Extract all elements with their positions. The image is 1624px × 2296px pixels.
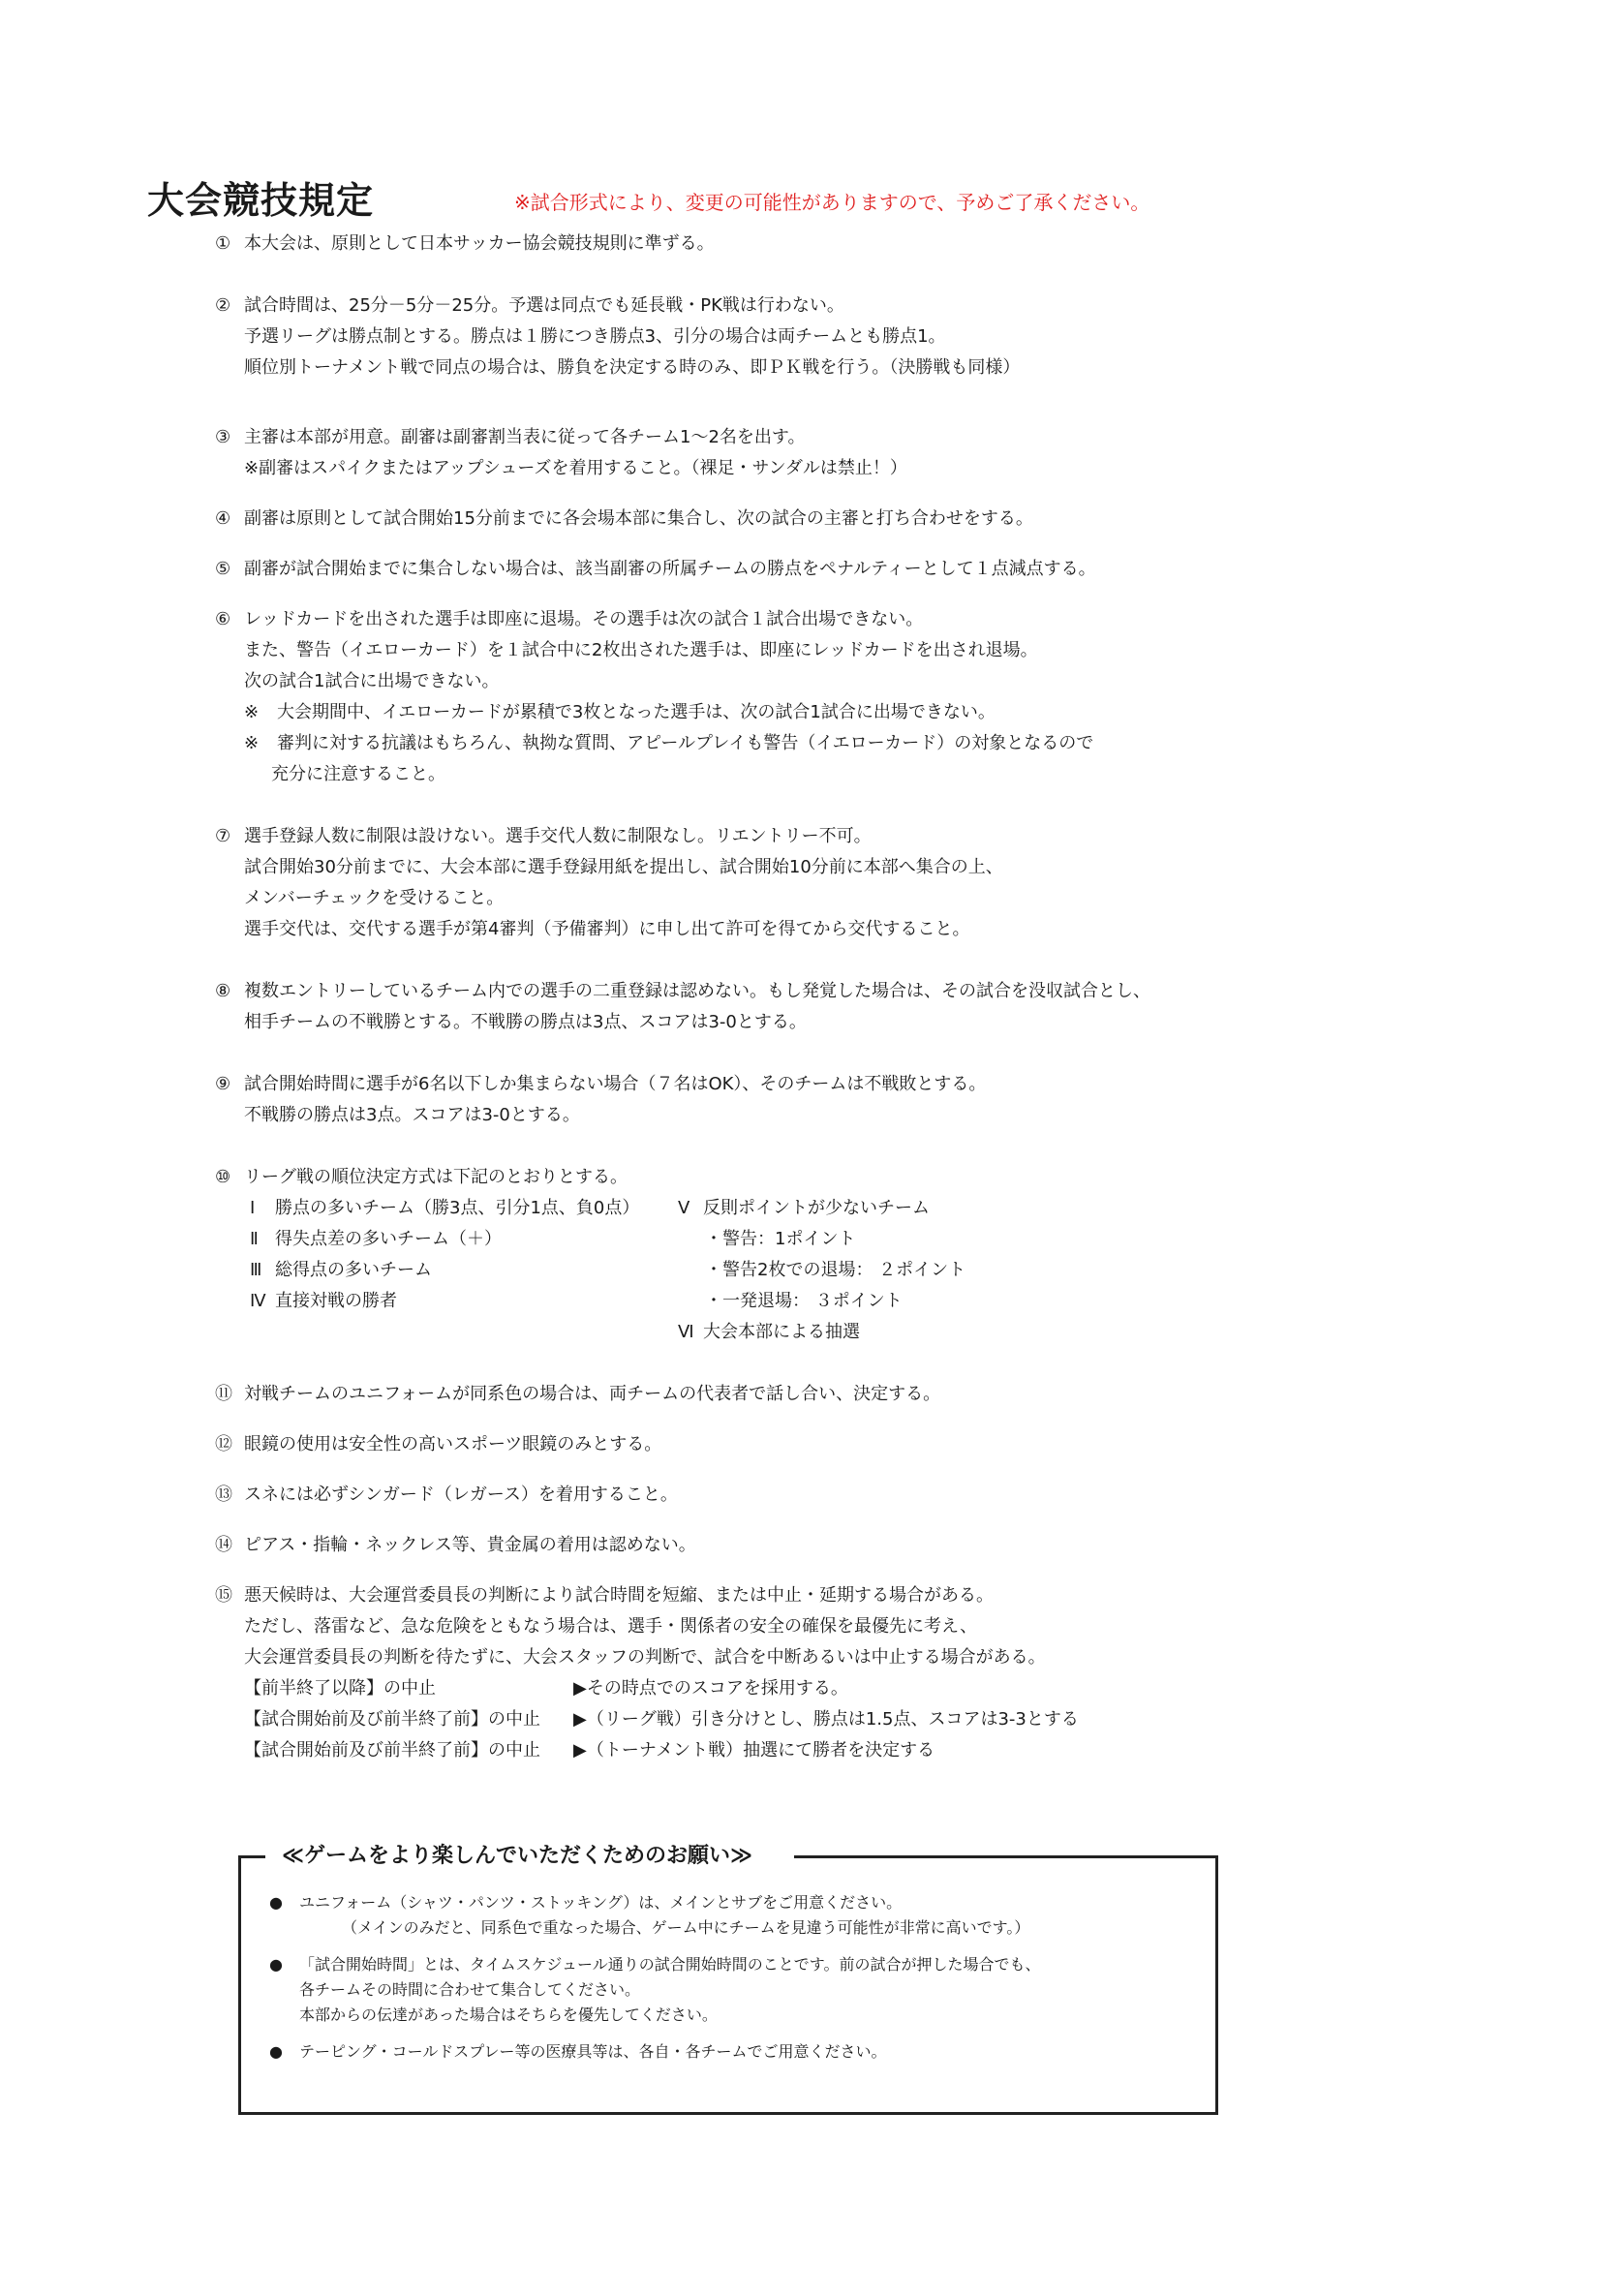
criteria-right xyxy=(678,1193,1162,1348)
rule-text: 副審が試合開始までに集合しない場合は、該当副審の所属チームの勝点をペナルティーとして１点減点する。 xyxy=(244,559,1096,579)
weather-action: ▶（トーナメント戦）抽選にて勝者を決定する xyxy=(573,1740,935,1760)
request-text: ユニフォーム（シャツ・パンツ・ストッキング）は、メインとサブをご用意ください。 xyxy=(299,1893,903,1912)
rule-number: ⑬ xyxy=(215,1485,232,1505)
criteria-numeral: Ⅵ xyxy=(678,1322,694,1342)
rule-14 xyxy=(215,1530,1513,1561)
weather-case: 【試合開始前及び前半終了前】の中止 xyxy=(244,1709,540,1730)
rule-text: 本大会は、原則として日本サッカー協会競技規則に準ずる。 xyxy=(244,233,715,254)
rule-text: 試合開始30分前までに、大会本部に選手登録用紙を提出し、試合開始10分前に本部へ集合の上、 xyxy=(244,857,1003,877)
weather-case: 【試合開始前及び前半終了前】の中止 xyxy=(244,1740,540,1760)
criteria-left xyxy=(215,1193,678,1348)
rules-list xyxy=(215,229,1513,1766)
criteria-numeral: Ⅴ xyxy=(678,1198,690,1218)
rule-1 xyxy=(215,229,1513,260)
rule-3 xyxy=(215,422,1513,484)
criteria-text: 勝点の多いチーム（勝3点、引分1点、負0点） xyxy=(275,1198,640,1218)
rule-text: 選手登録人数に制限は設けない。選手交代人数に制限なし。リエントリー不可。 xyxy=(244,826,872,846)
rule-text: 選手交代は、交代する選手が第4審判（予備審判）に申し出て許可を得てから交代すること。 xyxy=(244,919,970,939)
request-text: テーピング・コールドスプレー等の医療具等は、各自・各チームでご用意ください。 xyxy=(299,2042,887,2061)
bullet-icon: ● xyxy=(269,1893,283,1912)
rule-text: ただし、落雷など、急な危険をともなう場合は、選手・関係者の安全の確保を最優先に考え、 xyxy=(244,1616,978,1637)
request-item-uniform xyxy=(269,1890,1196,1941)
rule-number: ⑧ xyxy=(215,981,231,1001)
criteria-numeral: Ⅱ xyxy=(250,1229,259,1249)
weather-action: ▶（リーグ戦）引き分けとし、勝点は1.5点、スコアは3-3とする xyxy=(573,1709,1079,1730)
rule-number: ⑪ xyxy=(215,1384,232,1404)
criteria-text: 反則ポイントが少ないチーム xyxy=(703,1198,930,1218)
rule-text: また、警告（イエローカード）を１試合中に2枚出された選手は、即座にレッドカードを出され退場。 xyxy=(244,640,1038,660)
rule-text: 大会運営委員長の判断を待たずに、大会スタッフの判断で、試合を中断あるいは中止する場合がある。 xyxy=(244,1647,1046,1668)
rule-text: 不戦勝の勝点は3点。スコアは3-0とする。 xyxy=(244,1105,580,1125)
rule-text: ※副審はスパイクまたはアップシューズを着用すること。（裸足・サンダルは禁止！） xyxy=(244,458,907,478)
request-box-title: ≪ゲームをより楽しんでいただくためのお願い≫ xyxy=(276,1839,758,1869)
weather-case: 【前半終了以降】の中止 xyxy=(244,1678,436,1699)
rule-11 xyxy=(215,1379,1513,1410)
rule-2 xyxy=(215,291,1513,383)
weather-action: ▶その時点でのスコアを採用する。 xyxy=(573,1678,848,1699)
rule-text: 予選リーグは勝点制とする。勝点は１勝につき勝点3、引分の場合は両チームとも勝点1。 xyxy=(244,326,946,347)
rule-text: レッドカードを出された選手は即座に退場。その選手は次の試合１試合出場できない。 xyxy=(244,609,924,629)
request-text: （メインのみだと、同系色で重なった場合、ゲーム中にチームを見違う可能性が非常に高いです。） xyxy=(342,1918,1030,1937)
rule-text: 悪天候時は、大会運営委員長の判断により試合時間を短縮、または中止・延期する場合がある。 xyxy=(244,1585,994,1606)
rule-number: ① xyxy=(215,233,231,254)
rule-text: 相手チームの不戦勝とする。不戦勝の勝点は3点、スコアは3-0とする。 xyxy=(244,1012,807,1032)
rule-10 xyxy=(215,1162,1513,1348)
bullet-icon: ● xyxy=(269,1955,283,1974)
rule-text: 大会期間中、イエローカードが累積で3枚となった選手は、次の試合1試合に出場できない。 xyxy=(277,702,996,722)
rule-number: ⑭ xyxy=(215,1535,232,1555)
rule-13 xyxy=(215,1480,1513,1511)
rule-5 xyxy=(215,554,1513,585)
note-mark: ※ xyxy=(244,702,260,722)
rule-text: 順位別トーナメント戦で同点の場合は、勝負を決定する時のみ、即ＰＫ戦を行う。（決勝戦も同様） xyxy=(244,357,1021,378)
request-text: 各チームその時間に合わせて集合してください。 xyxy=(299,1980,641,1999)
criteria-numeral: Ⅳ xyxy=(250,1291,266,1311)
rule-text: 次の試合1試合に出場できない。 xyxy=(244,671,500,691)
rule-12 xyxy=(215,1429,1513,1460)
rule-text: 試合開始時間に選手が6名以下しか集まらない場合（７名はOK）、そのチームは不戦敗とする。 xyxy=(244,1074,987,1094)
rule-number: ⑦ xyxy=(215,826,231,846)
page-title: 大会競技規定 xyxy=(147,179,375,222)
rule-text: 審判に対する抗議はもちろん、執拗な質問、アピールプレイも警告（イエローカード）の対象となるので xyxy=(277,733,1094,753)
rule-number: ⑥ xyxy=(215,609,231,629)
ranking-criteria xyxy=(215,1193,1513,1348)
note-mark: ※ xyxy=(244,733,260,753)
rule-number: ③ xyxy=(215,427,231,447)
request-text: 「試合開始時間」とは、タイムスケジュール通りの試合開始時間のことです。前の試合が押した場合でも、 xyxy=(299,1955,1041,1974)
rule-7 xyxy=(215,821,1513,945)
request-box xyxy=(238,1844,1218,2115)
foul-point-item: ・一発退場： ３ポイント xyxy=(705,1291,903,1311)
rule-number: ⑤ xyxy=(215,559,231,579)
rule-number: ② xyxy=(215,295,231,316)
rule-text: 対戦チームのユニフォームが同系色の場合は、両チームの代表者で話し合い、決定する。 xyxy=(244,1384,941,1404)
rule-text: 眼鏡の使用は安全性の高いスポーツ眼鏡のみとする。 xyxy=(244,1434,662,1454)
rule-text: ピアス・指輪・ネックレス等、貴金属の着用は認めない。 xyxy=(244,1535,696,1555)
rule-number: ⑩ xyxy=(215,1167,231,1187)
request-text: 本部からの伝達があった場合はそちらを優先してください。 xyxy=(299,2005,718,2024)
criteria-numeral: Ⅲ xyxy=(250,1260,262,1280)
criteria-numeral: Ⅰ xyxy=(250,1198,256,1218)
rule-9 xyxy=(215,1069,1513,1131)
rule-number: ⑫ xyxy=(215,1434,232,1454)
rule-text: スネには必ずシンガード（レガース）を着用すること。 xyxy=(244,1485,678,1505)
criteria-text: 直接対戦の勝者 xyxy=(275,1291,397,1311)
change-notice: ※試合形式により、変更の可能性がありますので、予めご了承ください。 xyxy=(514,191,1150,214)
foul-point-item: ・警告2枚での退場： ２ポイント xyxy=(705,1260,966,1280)
rule-number: ④ xyxy=(215,508,231,529)
rule-text: 充分に注意すること。 xyxy=(271,764,445,784)
rule-4 xyxy=(215,504,1513,535)
rule-text: 主審は本部が用意。副審は副審割当表に従って各チーム1～2名を出す。 xyxy=(244,427,806,447)
rule-text: 複数エントリーしているチーム内での選手の二重登録は認めない。もし発覚した場合は、その試合を没収試合とし、 xyxy=(244,981,1150,1001)
request-item-start-time xyxy=(269,1952,1196,2028)
request-item-medical xyxy=(269,2039,1196,2065)
rule-text: 副審は原則として試合開始15分前までに各会場本部に集合し、次の試合の主審と打ち合わせをする。 xyxy=(244,508,1033,529)
bullet-icon: ● xyxy=(269,2042,283,2061)
rule-15 xyxy=(215,1580,1513,1766)
rule-text: メンバーチェックを受けること。 xyxy=(244,888,505,908)
rule-6 xyxy=(215,604,1513,790)
rule-number: ⑮ xyxy=(215,1585,232,1606)
criteria-text: 大会本部による抽選 xyxy=(703,1322,860,1342)
criteria-text: 得失点差の多いチーム（＋） xyxy=(275,1229,502,1249)
rule-text: リーグ戦の順位決定方式は下記のとおりとする。 xyxy=(244,1167,628,1187)
rule-number: ⑨ xyxy=(215,1074,231,1094)
foul-point-item: ・警告：1ポイント xyxy=(705,1229,856,1249)
criteria-text: 総得点の多いチーム xyxy=(275,1260,432,1280)
rule-text: 試合時間は、25分－5分－25分。予選は同点でも延長戦・PK戦は行わない。 xyxy=(244,295,844,316)
rule-8 xyxy=(215,976,1513,1038)
